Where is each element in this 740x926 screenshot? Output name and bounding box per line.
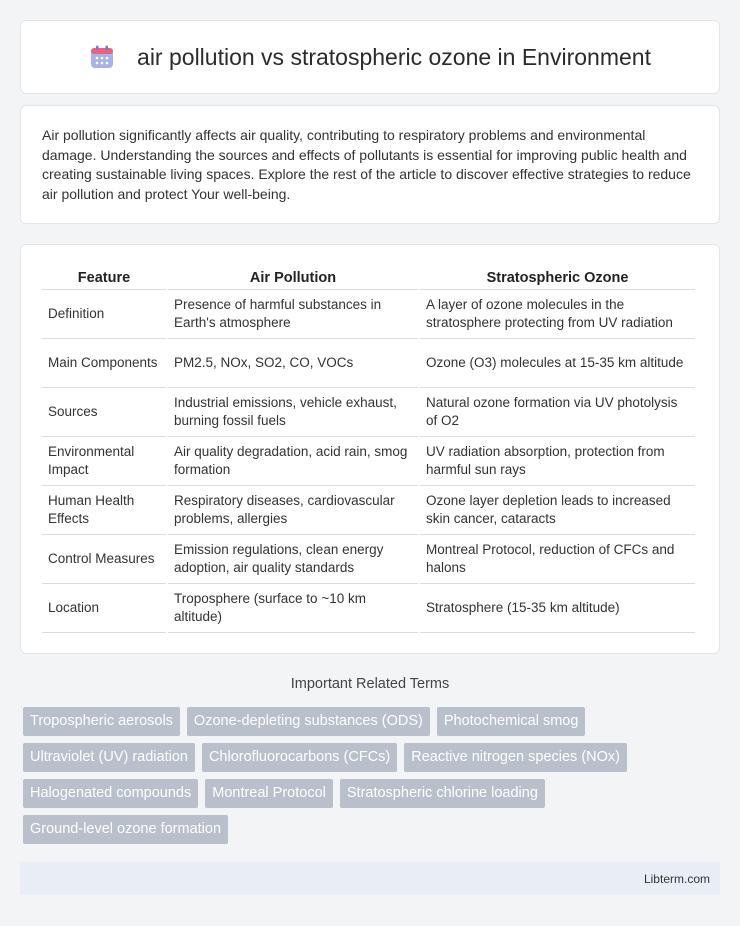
related-term-tag[interactable]: Tropospheric aerosols <box>23 707 180 736</box>
table-cell-feature: Human Health Effects <box>42 485 166 534</box>
table-cell-stratospheric-ozone: Natural ozone formation via UV photolysis of O2 <box>420 387 695 436</box>
comparison-table <box>40 265 697 633</box>
page-title: air pollution vs stratospheric ozone in Environment <box>137 43 651 70</box>
table-cell-air-pollution: Presence of harmful substances in Earth's atmosphere <box>168 289 418 338</box>
table-cell-air-pollution: Emission regulations, clean energy adoption, air quality standards <box>168 534 418 583</box>
column-header: Air Pollution <box>249 270 337 286</box>
table-cell-stratospheric-ozone: Montreal Protocol, reduction of CFCs and halons <box>420 534 695 583</box>
related-term-tag[interactable]: Halogenated compounds <box>23 779 198 808</box>
table-cell-feature: Environmental Impact <box>42 436 166 485</box>
related-term-tag[interactable]: Stratospheric chlorine loading <box>340 779 545 808</box>
table-cell-feature: Definition <box>42 289 166 338</box>
table-cell-stratospheric-ozone: A layer of ozone molecules in the stratosphere protecting from UV radiation <box>420 289 695 338</box>
page-header <box>20 20 720 94</box>
page-footer <box>20 862 720 895</box>
intro-text: Air pollution significantly affects air quality, contributing to respiratory problems and environmental damage. Understanding the sources and effects of pollutants is essential for improving public health and creating sustainable living spaces. Explore the rest of the article to discover effective strategies to reduce air pollution and protect Your well-being. <box>42 127 691 202</box>
table-cell-feature: Main Components <box>42 338 166 387</box>
footer-site-link[interactable]: Libterm.com <box>643 871 710 886</box>
table-cell-feature: Control Measures <box>42 534 166 583</box>
column-header: Stratospheric Ozone <box>486 270 629 286</box>
table-cell-feature: Location <box>42 583 166 633</box>
comparison-table-card <box>20 244 720 654</box>
table-row <box>42 485 695 534</box>
table-cell-air-pollution: Industrial emissions, vehicle exhaust, burning fossil fuels <box>168 387 418 436</box>
related-term-tag[interactable]: Reactive nitrogen species (NOx) <box>404 743 627 772</box>
table-row <box>42 436 695 485</box>
table-cell-air-pollution: Air quality degradation, acid rain, smog formation <box>168 436 418 485</box>
table-cell-air-pollution: Troposphere (surface to ~10 km altitude) <box>168 583 418 633</box>
column-header: Feature <box>77 270 131 286</box>
related-term-tag[interactable]: Ground-level ozone formation <box>23 815 228 844</box>
related-terms-title: Important Related Terms <box>290 676 450 692</box>
table-row <box>42 583 695 633</box>
table-row <box>42 289 695 338</box>
table-row <box>42 534 695 583</box>
table-cell-air-pollution: PM2.5, NOx, SO2, CO, VOCs <box>168 338 418 387</box>
related-term-tag[interactable]: Montreal Protocol <box>205 779 333 808</box>
related-term-tag[interactable]: Photochemical smog <box>437 707 586 736</box>
table-row <box>42 338 695 387</box>
table-cell-stratospheric-ozone: Ozone layer depletion leads to increased skin cancer, cataracts <box>420 485 695 534</box>
related-term-tag[interactable]: Chlorofluorocarbons (CFCs) <box>202 743 397 772</box>
calendar-icon <box>89 44 115 70</box>
table-cell-stratospheric-ozone: Stratosphere (15-35 km altitude) <box>420 583 695 633</box>
table-cell-stratospheric-ozone: Ozone (O3) molecules at 15-35 km altitude <box>420 338 695 387</box>
table-row <box>42 387 695 436</box>
related-terms-list <box>23 707 723 844</box>
related-term-tag[interactable]: Ultraviolet (UV) radiation <box>23 743 195 772</box>
table-cell-air-pollution: Respiratory diseases, cardiovascular problems, allergies <box>168 485 418 534</box>
intro-card <box>20 105 720 224</box>
table-cell-feature: Sources <box>42 387 166 436</box>
related-term-tag[interactable]: Ozone-depleting substances (ODS) <box>187 707 430 736</box>
table-header-row <box>42 265 695 289</box>
table-cell-stratospheric-ozone: UV radiation absorption, protection from harmful sun rays <box>420 436 695 485</box>
